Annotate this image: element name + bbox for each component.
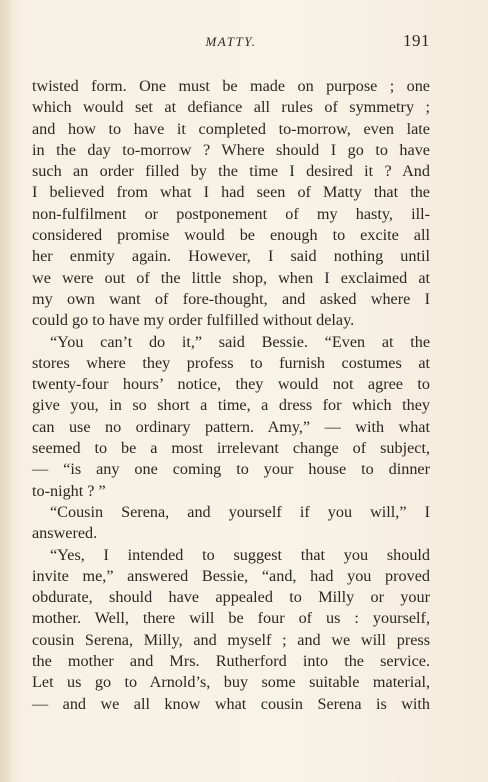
text-line: twenty-four hours’ notice, they would not agree to bbox=[32, 375, 430, 394]
text-line: Let us go to Arnold’s, buy some suitable material, bbox=[32, 673, 430, 692]
page-header bbox=[32, 31, 430, 56]
text-line: invite me,” answered Bessie, “and, had you proved bbox=[32, 566, 430, 585]
body-text bbox=[32, 76, 430, 715]
text-line: — and we all know what cousin Serena is with bbox=[32, 694, 430, 713]
text-line: answered. bbox=[32, 524, 98, 543]
text-line: to-night ? ” bbox=[32, 481, 106, 500]
text-line: could go to have my order fulfilled without delay. bbox=[32, 311, 355, 330]
text-line: mother. Well, there will be four of us : yourself, bbox=[32, 609, 430, 628]
text-line: obdurate, should have appealed to Milly or your bbox=[32, 588, 430, 607]
text-line: her enmity again. However, I said nothing until bbox=[32, 247, 430, 266]
text-line: “Cousin Serena, and yourself if you will,” I bbox=[50, 502, 430, 521]
text-line: and how to have it completed to-morrow, even late bbox=[32, 119, 430, 138]
text-line: the mother and Mrs. Rutherford into the service. bbox=[32, 652, 430, 671]
text-line: give you, in so short a time, a dress for which they bbox=[32, 396, 430, 415]
text-line: we were out of the little shop, when I exclaimed at bbox=[32, 268, 430, 287]
page-gutter-shadow bbox=[0, 0, 14, 782]
running-title: MATTY. bbox=[205, 34, 257, 49]
text-line: stores where they profess to furnish costumes at bbox=[32, 353, 430, 372]
page-number: 191 bbox=[403, 31, 430, 50]
text-line: — “is any one coming to your house to dinner bbox=[32, 460, 430, 479]
text-line: cousin Serena, Milly, and myself ; and we will press bbox=[32, 630, 430, 649]
text-line: which would set at defiance all rules of symmetry ; bbox=[32, 98, 430, 117]
text-line: can use no ordinary pattern. Amy,” — with what bbox=[32, 417, 430, 436]
text-line: “Yes, I intended to suggest that you should bbox=[50, 545, 430, 564]
text-line: seemed to be a most irrelevant change of subject, bbox=[32, 439, 430, 458]
text-line: my own want of fore-thought, and asked where I bbox=[32, 289, 430, 308]
text-line: considered promise would be enough to excite all bbox=[32, 226, 430, 245]
text-line: twisted form. One must be made on purpose ; one bbox=[32, 77, 430, 95]
text-line: in the day to-morrow ? Where should I go to have bbox=[32, 140, 430, 159]
text-line: such an order filled by the time I desired it ? And bbox=[32, 162, 430, 181]
text-line: “You can’t do it,” said Bessie. “Even at the bbox=[50, 332, 430, 351]
text-line: I believed from what I had seen of Matty that the bbox=[32, 183, 430, 202]
text-line: non-fulfilment or postponement of my hasty, ill- bbox=[32, 204, 430, 223]
